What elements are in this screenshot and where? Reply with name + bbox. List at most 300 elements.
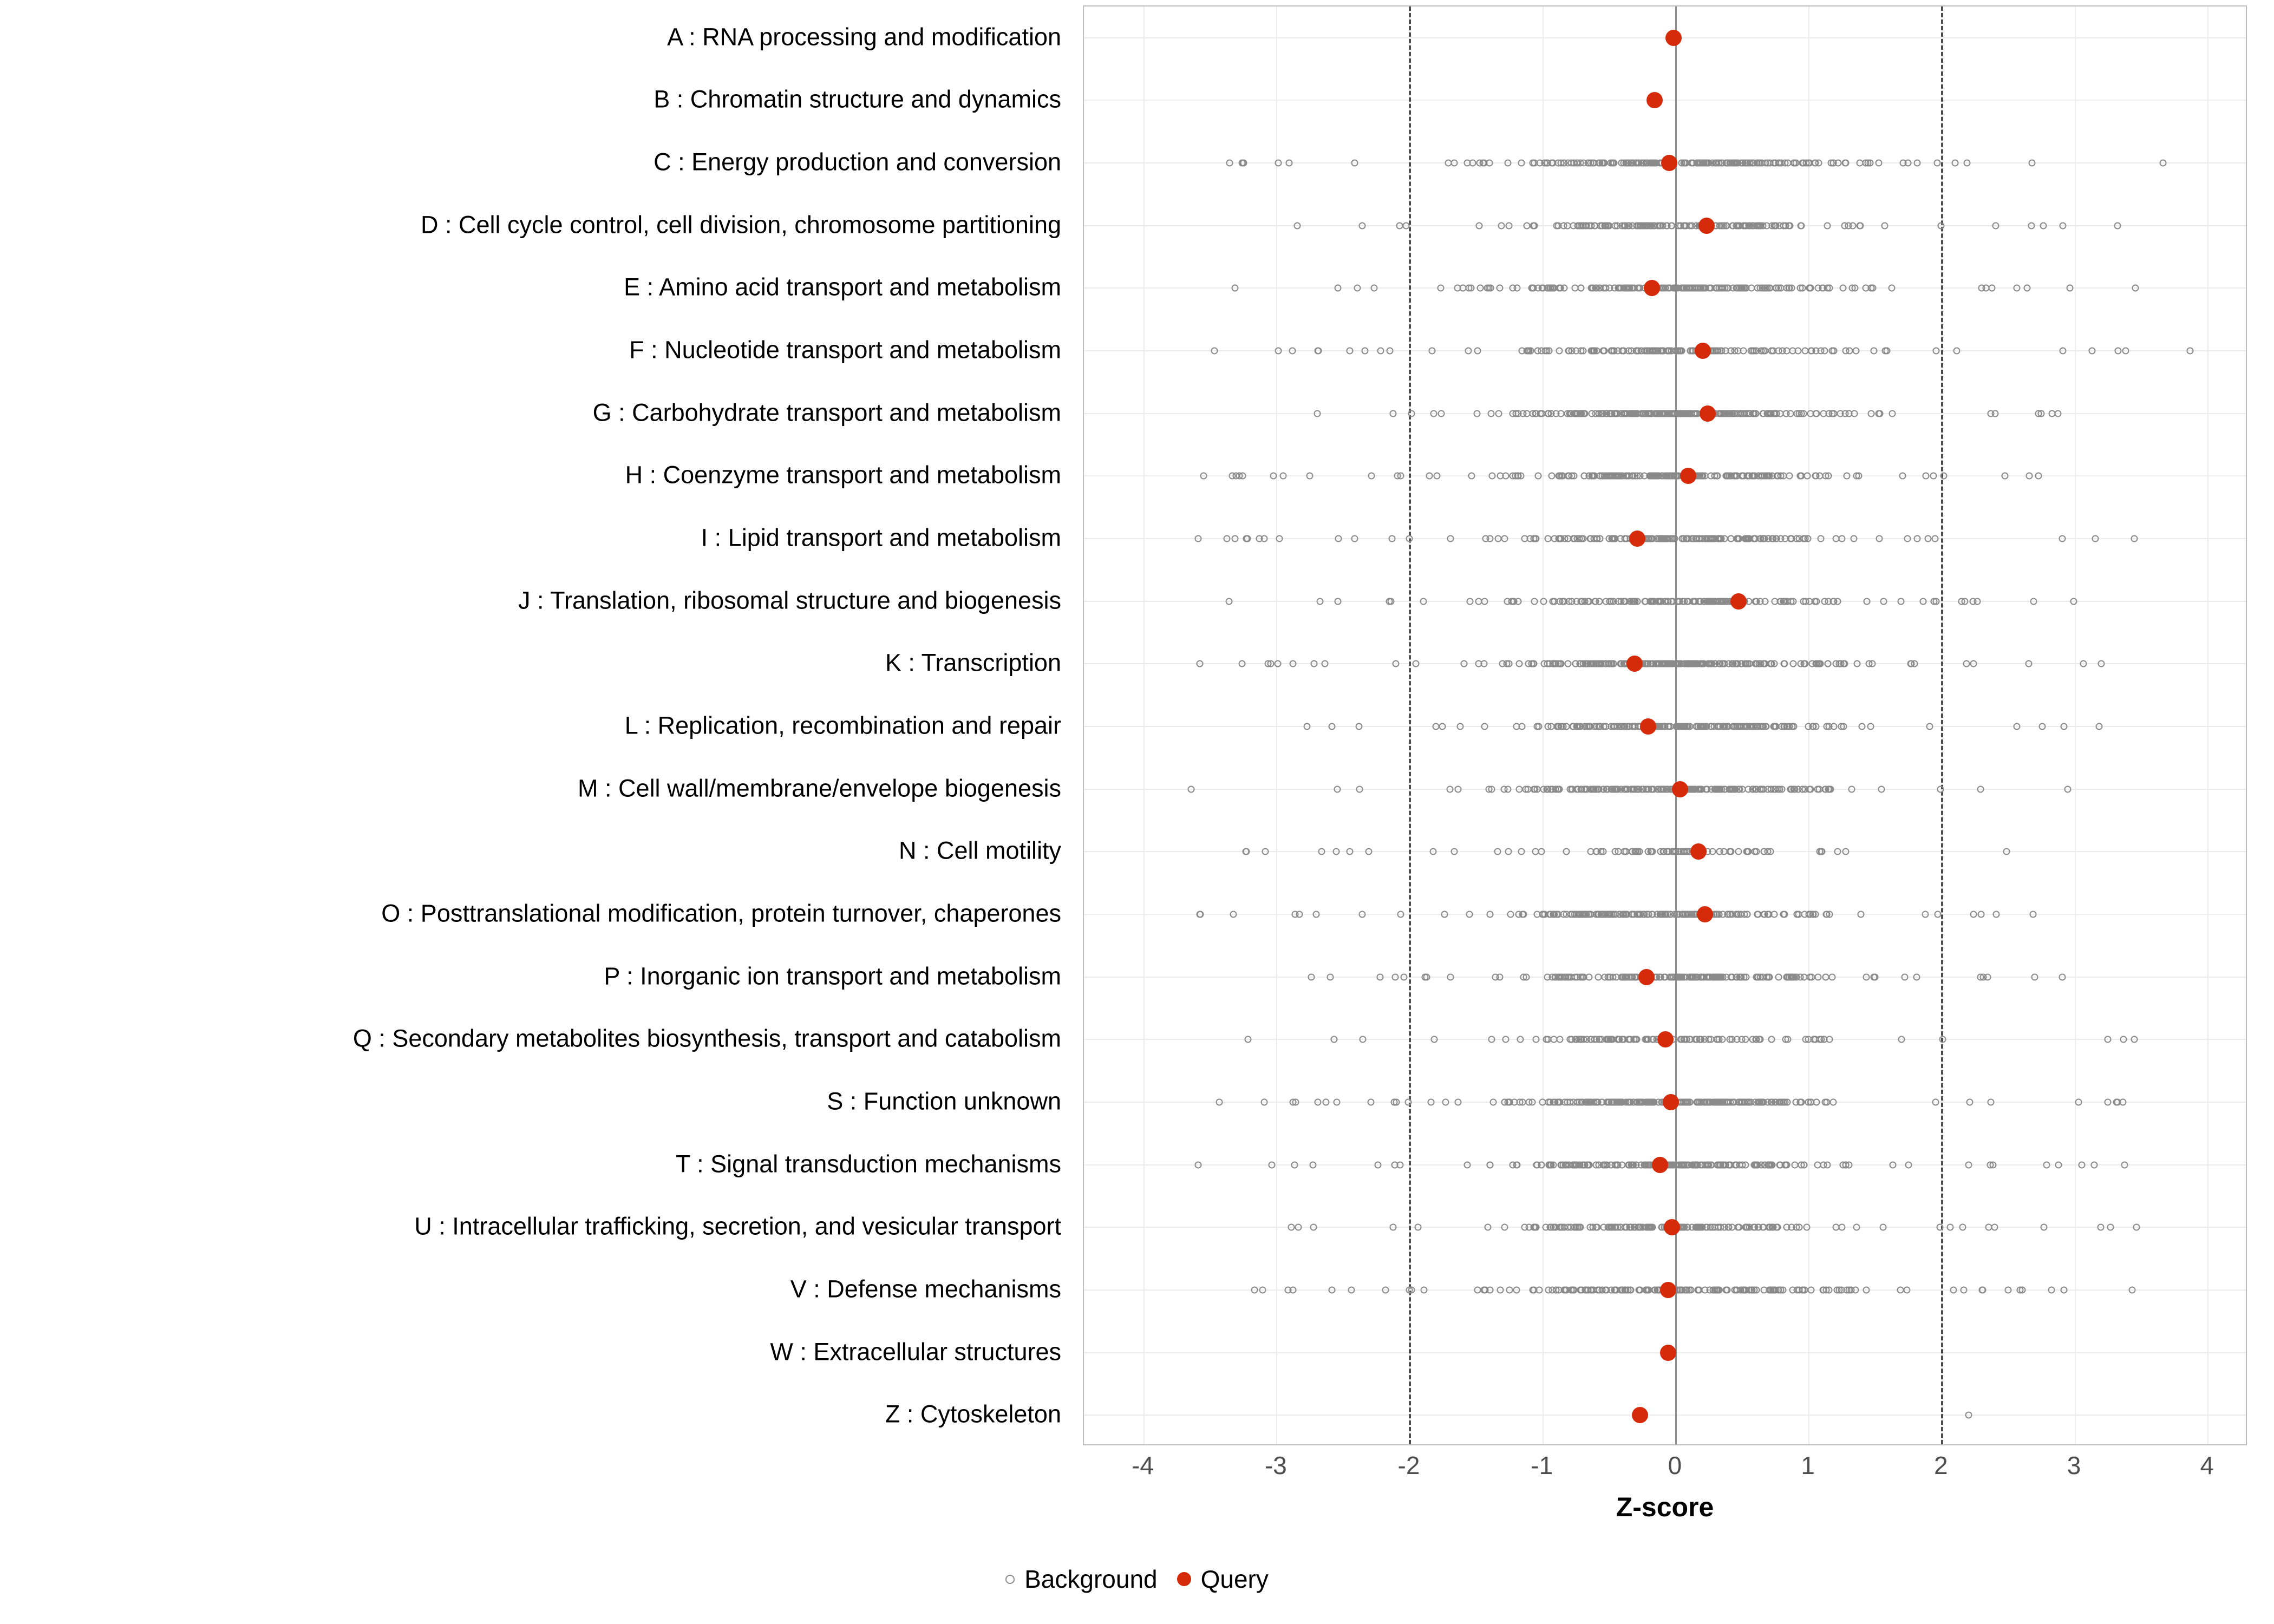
background-point: [1621, 598, 1628, 605]
x-tick-label: 0: [1668, 1451, 1682, 1479]
query-point[interactable]: [1660, 1345, 1676, 1361]
background-point: [1709, 160, 1716, 167]
background-point: [1467, 598, 1474, 605]
background-point: [1805, 160, 1812, 167]
background-point: [1611, 848, 1618, 855]
background-point: [1749, 1036, 1756, 1043]
background-point: [1481, 1286, 1488, 1293]
background-point: [1993, 911, 2000, 918]
background-point: [1866, 160, 1873, 167]
background-point: [1797, 473, 1804, 480]
background-point: [1474, 1286, 1481, 1293]
background-point: [2133, 1224, 2140, 1231]
background-point: [1540, 911, 1547, 918]
background-point: [1750, 723, 1757, 730]
legend-label-query: Query: [1200, 1565, 1269, 1593]
category-label: G : Carbohydrate transport and metabolism: [592, 398, 1061, 427]
background-point: [1413, 660, 1420, 667]
background-point: [1497, 285, 1504, 292]
background-point: [1259, 1286, 1266, 1293]
background-point: [1773, 1098, 1780, 1105]
background-point: [1275, 160, 1282, 167]
query-point[interactable]: [1664, 1219, 1680, 1235]
background-point: [1593, 535, 1600, 542]
background-point: [1930, 473, 1937, 480]
background-point: [1715, 660, 1722, 667]
background-point: [2120, 1098, 2127, 1105]
background-point: [1587, 285, 1595, 292]
background-point: [1820, 410, 1827, 417]
background-point: [1701, 1286, 1708, 1293]
background-point: [1838, 535, 1845, 542]
background-point: [1937, 785, 1944, 793]
background-point: [1661, 410, 1668, 417]
background-point: [1682, 1036, 1689, 1043]
background-point: [1280, 473, 1287, 480]
query-point[interactable]: [1629, 531, 1645, 547]
background-point: [1778, 1286, 1785, 1293]
query-point[interactable]: [1638, 969, 1655, 985]
background-point: [1389, 1224, 1396, 1231]
background-point: [2039, 723, 2046, 730]
background-point: [1439, 723, 1446, 730]
background-point: [1510, 285, 1517, 292]
background-point: [1295, 1224, 1302, 1231]
background-point: [2048, 1286, 2055, 1293]
background-point: [1488, 410, 1495, 417]
background-point: [1792, 1161, 1799, 1168]
background-point: [1533, 723, 1540, 730]
background-point: [1926, 723, 1933, 730]
background-point: [1711, 473, 1718, 480]
query-point[interactable]: [1661, 155, 1677, 171]
background-point: [2066, 285, 2073, 292]
background-point: [1679, 598, 1686, 605]
background-point: [1782, 1036, 1789, 1043]
background-point: [1668, 410, 1675, 417]
background-point: [1867, 410, 1874, 417]
background-point: [1755, 973, 1762, 980]
background-point: [1581, 1161, 1588, 1168]
background-point: [1557, 1224, 1564, 1231]
background-point: [1362, 348, 1369, 355]
background-point: [1564, 160, 1571, 167]
background-point: [1824, 285, 1831, 292]
query-point[interactable]: [1697, 906, 1713, 922]
query-point[interactable]: [1660, 1282, 1676, 1298]
background-point: [1306, 473, 1313, 480]
background-point: [1475, 660, 1482, 667]
background-point: [1935, 911, 1942, 918]
background-point: [1852, 285, 1859, 292]
background-point: [1579, 222, 1586, 229]
background-point: [1552, 660, 1559, 667]
background-point: [1382, 1286, 1389, 1293]
background-point: [1771, 723, 1778, 730]
background-point: [1721, 410, 1728, 417]
background-point: [1991, 1224, 1998, 1231]
background-point: [1739, 1286, 1746, 1293]
query-point[interactable]: [1698, 218, 1715, 234]
background-point: [1404, 1098, 1412, 1105]
background-point: [1636, 1286, 1643, 1293]
background-point: [1432, 723, 1439, 730]
background-point: [1583, 660, 1590, 667]
background-point: [1656, 973, 1663, 980]
background-point: [1468, 473, 1475, 480]
background-point: [1557, 973, 1564, 980]
background-point: [1555, 1098, 1562, 1105]
background-point: [1799, 785, 1806, 793]
background-point: [1789, 660, 1796, 667]
background-point: [1809, 660, 1816, 667]
background-point: [2023, 285, 2030, 292]
background-point: [1506, 1286, 1513, 1293]
background-point: [1677, 1286, 1684, 1293]
background-point: [1735, 222, 1742, 229]
background-point: [1582, 911, 1589, 918]
background-point: [1903, 1286, 1910, 1293]
query-point[interactable]: [1672, 781, 1688, 797]
background-point: [1813, 1098, 1820, 1105]
background-point: [1645, 848, 1652, 855]
category-label: Q : Secondary metabolites biosynthesis, transport and catabolism: [352, 1024, 1061, 1052]
background-point: [1899, 473, 1906, 480]
background-point: [1760, 911, 1767, 918]
background-point: [1748, 285, 1755, 292]
background-point: [1822, 973, 1829, 980]
background-point: [1735, 848, 1742, 855]
background-point: [1392, 660, 1399, 667]
category-label: C : Energy production and conversion: [654, 148, 1061, 176]
background-point: [1426, 473, 1433, 480]
background-point: [1517, 1036, 1524, 1043]
background-point: [1566, 473, 1573, 480]
background-point: [1688, 1224, 1695, 1231]
background-point: [1987, 1098, 1994, 1105]
query-point[interactable]: [1640, 718, 1656, 735]
background-point: [1781, 660, 1788, 667]
background-point: [1400, 973, 1407, 980]
background-point: [1532, 848, 1539, 855]
background-point: [1899, 160, 1906, 167]
x-tick-label: 2: [1934, 1451, 1948, 1479]
background-point: [1315, 348, 1322, 355]
background-point: [1974, 598, 1981, 605]
background-point: [1508, 598, 1515, 605]
background-point: [1871, 348, 1878, 355]
query-point[interactable]: [1665, 30, 1682, 46]
query-point[interactable]: [1680, 468, 1696, 484]
background-point: [1777, 1161, 1784, 1168]
background-point: [1365, 848, 1372, 855]
background-point: [2029, 911, 2036, 918]
background-point: [1871, 973, 1878, 980]
background-point: [1607, 1036, 1614, 1043]
background-point: [1211, 348, 1218, 355]
background-point: [1638, 348, 1645, 355]
background-point: [1922, 473, 1929, 480]
background-point: [1734, 1224, 1741, 1231]
background-point: [1581, 598, 1588, 605]
query-point[interactable]: [1652, 1157, 1668, 1173]
background-point: [1724, 1286, 1731, 1293]
background-point: [1285, 160, 1292, 167]
background-point: [1420, 598, 1427, 605]
background-point: [1569, 1286, 1576, 1293]
background-point: [1354, 285, 1361, 292]
background-point: [1570, 222, 1577, 229]
background-point: [1722, 348, 1729, 355]
background-point: [1568, 598, 1575, 605]
background-point: [1777, 598, 1784, 605]
background-point: [1450, 848, 1458, 855]
background-point: [2075, 1098, 2082, 1105]
background-point: [2107, 1224, 2114, 1231]
background-point: [1367, 1098, 1374, 1105]
background-point: [1705, 1036, 1712, 1043]
background-point: [1638, 1098, 1645, 1105]
background-point: [2061, 723, 2068, 730]
background-point: [1897, 1286, 1904, 1293]
background-point: [1815, 973, 1822, 980]
background-point: [1530, 222, 1537, 229]
background-point: [1837, 410, 1844, 417]
background-point: [1608, 348, 1615, 355]
category-label: T : Signal transduction mechanisms: [675, 1150, 1061, 1178]
x-tick-label: -3: [1264, 1451, 1287, 1479]
background-point: [1739, 473, 1746, 480]
background-point: [1668, 535, 1675, 542]
background-point: [1585, 723, 1592, 730]
background-point: [1243, 848, 1250, 855]
background-point: [1876, 535, 1883, 542]
background-point: [1727, 848, 1734, 855]
background-point: [1628, 348, 1635, 355]
background-point: [1437, 410, 1445, 417]
category-label: W : Extracellular structures: [770, 1338, 1061, 1366]
background-point: [1547, 911, 1554, 918]
background-point: [1768, 473, 1775, 480]
background-point: [1767, 285, 1774, 292]
background-point: [2003, 848, 2010, 855]
background-point: [1703, 598, 1710, 605]
legend-label-background: Background: [1024, 1565, 1158, 1593]
background-point: [1681, 285, 1688, 292]
background-point: [1403, 222, 1410, 229]
category-label: U : Intracellular trafficking, secretion, and vesicular transport: [414, 1212, 1061, 1240]
background-point: [1347, 848, 1354, 855]
background-point: [1548, 473, 1556, 480]
background-point: [1524, 410, 1531, 417]
background-point: [2035, 473, 2042, 480]
x-tick-label: -1: [1531, 1451, 1553, 1479]
background-point: [2030, 598, 2037, 605]
background-point: [1751, 410, 1758, 417]
background-point: [2001, 473, 2008, 480]
background-point: [1626, 973, 1633, 980]
background-point: [1622, 222, 1629, 229]
background-point: [1615, 473, 1622, 480]
background-point: [2035, 410, 2042, 417]
background-point: [1737, 973, 1744, 980]
background-point: [1520, 911, 1527, 918]
background-point: [2014, 285, 2021, 292]
background-point: [1196, 660, 1203, 667]
background-point: [1820, 1161, 1827, 1168]
query-point[interactable]: [1657, 1031, 1674, 1047]
background-point: [1845, 222, 1852, 229]
query-point[interactable]: [1730, 593, 1747, 610]
background-point: [1529, 160, 1536, 167]
background-point: [1740, 160, 1747, 167]
background-point: [1681, 222, 1688, 229]
background-point: [1476, 222, 1483, 229]
query-point[interactable]: [1646, 92, 1663, 108]
background-point: [1778, 473, 1785, 480]
background-point: [1854, 660, 1861, 667]
background-point: [1797, 1098, 1804, 1105]
category-label: B : Chromatin structure and dynamics: [654, 85, 1061, 113]
filled-circle-icon: [1177, 1572, 1191, 1586]
background-point: [1711, 535, 1718, 542]
background-point: [1614, 785, 1621, 793]
background-point: [1727, 473, 1734, 480]
background-point: [1939, 1036, 1946, 1043]
background-point: [2064, 785, 2072, 793]
background-point: [1766, 973, 1773, 980]
background-point: [1822, 785, 1829, 793]
query-point[interactable]: [1626, 656, 1643, 672]
background-point: [1604, 785, 1611, 793]
background-point: [1431, 1036, 1438, 1043]
background-point: [1488, 785, 1495, 793]
background-point: [1578, 785, 1585, 793]
background-point: [1705, 1098, 1712, 1105]
query-point[interactable]: [1700, 405, 1716, 422]
category-label: O : Posttranslational modification, protein turnover, chaperones: [381, 899, 1061, 927]
background-point: [1540, 598, 1547, 605]
background-point: [1313, 911, 1320, 918]
background-point: [1609, 535, 1616, 542]
background-point: [1883, 348, 1890, 355]
row-gridline: [1084, 100, 2246, 101]
background-point: [1752, 598, 1759, 605]
background-point: [1566, 973, 1573, 980]
background-point: [1753, 160, 1760, 167]
background-point: [1651, 598, 1658, 605]
background-point: [1989, 1161, 1996, 1168]
background-point: [1501, 535, 1508, 542]
background-point: [1545, 1286, 1552, 1293]
query-point[interactable]: [1632, 1407, 1648, 1423]
background-point: [1753, 848, 1760, 855]
background-point: [1668, 1161, 1675, 1168]
query-point[interactable]: [1690, 843, 1707, 860]
background-point: [1606, 410, 1613, 417]
background-point: [1753, 1286, 1760, 1293]
query-point[interactable]: [1695, 343, 1711, 359]
background-point: [1310, 1224, 1317, 1231]
background-point: [1660, 848, 1667, 855]
background-point: [1565, 535, 1572, 542]
background-point: [1569, 911, 1576, 918]
background-point: [1596, 785, 1603, 793]
background-point: [1719, 598, 1726, 605]
background-point: [2095, 723, 2102, 730]
background-point: [1630, 285, 1637, 292]
background-point: [1414, 1224, 1421, 1231]
background-point: [1187, 785, 1194, 793]
background-point: [1318, 848, 1325, 855]
background-point: [1394, 473, 1401, 480]
background-point: [1716, 785, 1723, 793]
background-point: [1550, 1036, 1557, 1043]
background-point: [1710, 348, 1717, 355]
background-point: [1803, 1224, 1810, 1231]
background-point: [1824, 222, 1831, 229]
background-point: [1767, 1161, 1774, 1168]
background-point: [1761, 1161, 1768, 1168]
background-point: [1816, 1036, 1824, 1043]
background-point: [1875, 160, 1882, 167]
background-point: [1510, 473, 1517, 480]
background-point: [1932, 1098, 1939, 1105]
background-point: [1334, 598, 1341, 605]
background-point: [1546, 348, 1553, 355]
background-point: [1587, 1224, 1594, 1231]
open-circle-icon: [1005, 1575, 1015, 1584]
background-point: [1667, 911, 1674, 918]
query-point[interactable]: [1663, 1094, 1679, 1110]
background-point: [1781, 535, 1788, 542]
category-label: P : Inorganic ion transport and metabolism: [604, 962, 1061, 990]
background-point: [1481, 723, 1488, 730]
background-point: [1698, 785, 1706, 793]
background-point: [1408, 410, 1415, 417]
background-point: [2186, 348, 2193, 355]
background-point: [2040, 222, 2047, 229]
background-point: [1970, 911, 1977, 918]
query-point[interactable]: [1644, 280, 1660, 296]
plot-panel: [1083, 5, 2247, 1445]
background-point: [1260, 1098, 1267, 1105]
background-point: [1685, 410, 1692, 417]
background-point: [1466, 911, 1473, 918]
background-point: [1901, 973, 1909, 980]
background-point: [1601, 348, 1608, 355]
background-point: [1492, 973, 1499, 980]
background-point: [1701, 723, 1708, 730]
background-point: [1965, 1412, 1972, 1419]
background-point: [1509, 410, 1516, 417]
background-point: [1296, 911, 1303, 918]
background-point: [1334, 785, 1341, 793]
background-point: [1359, 1036, 1366, 1043]
background-point: [1768, 785, 1775, 793]
category-label: D : Cell cycle control, cell division, chromosome partitioning: [421, 211, 1061, 239]
background-point: [1752, 1161, 1759, 1168]
background-point: [1869, 660, 1876, 667]
category-label: I : Lipid transport and metabolism: [701, 523, 1061, 552]
background-point: [1668, 222, 1675, 229]
background-point: [1445, 160, 1452, 167]
background-point: [1534, 348, 1541, 355]
background-point: [1664, 598, 1671, 605]
background-point: [1767, 160, 1774, 167]
background-point: [1707, 973, 1714, 980]
background-point: [1689, 1161, 1696, 1168]
